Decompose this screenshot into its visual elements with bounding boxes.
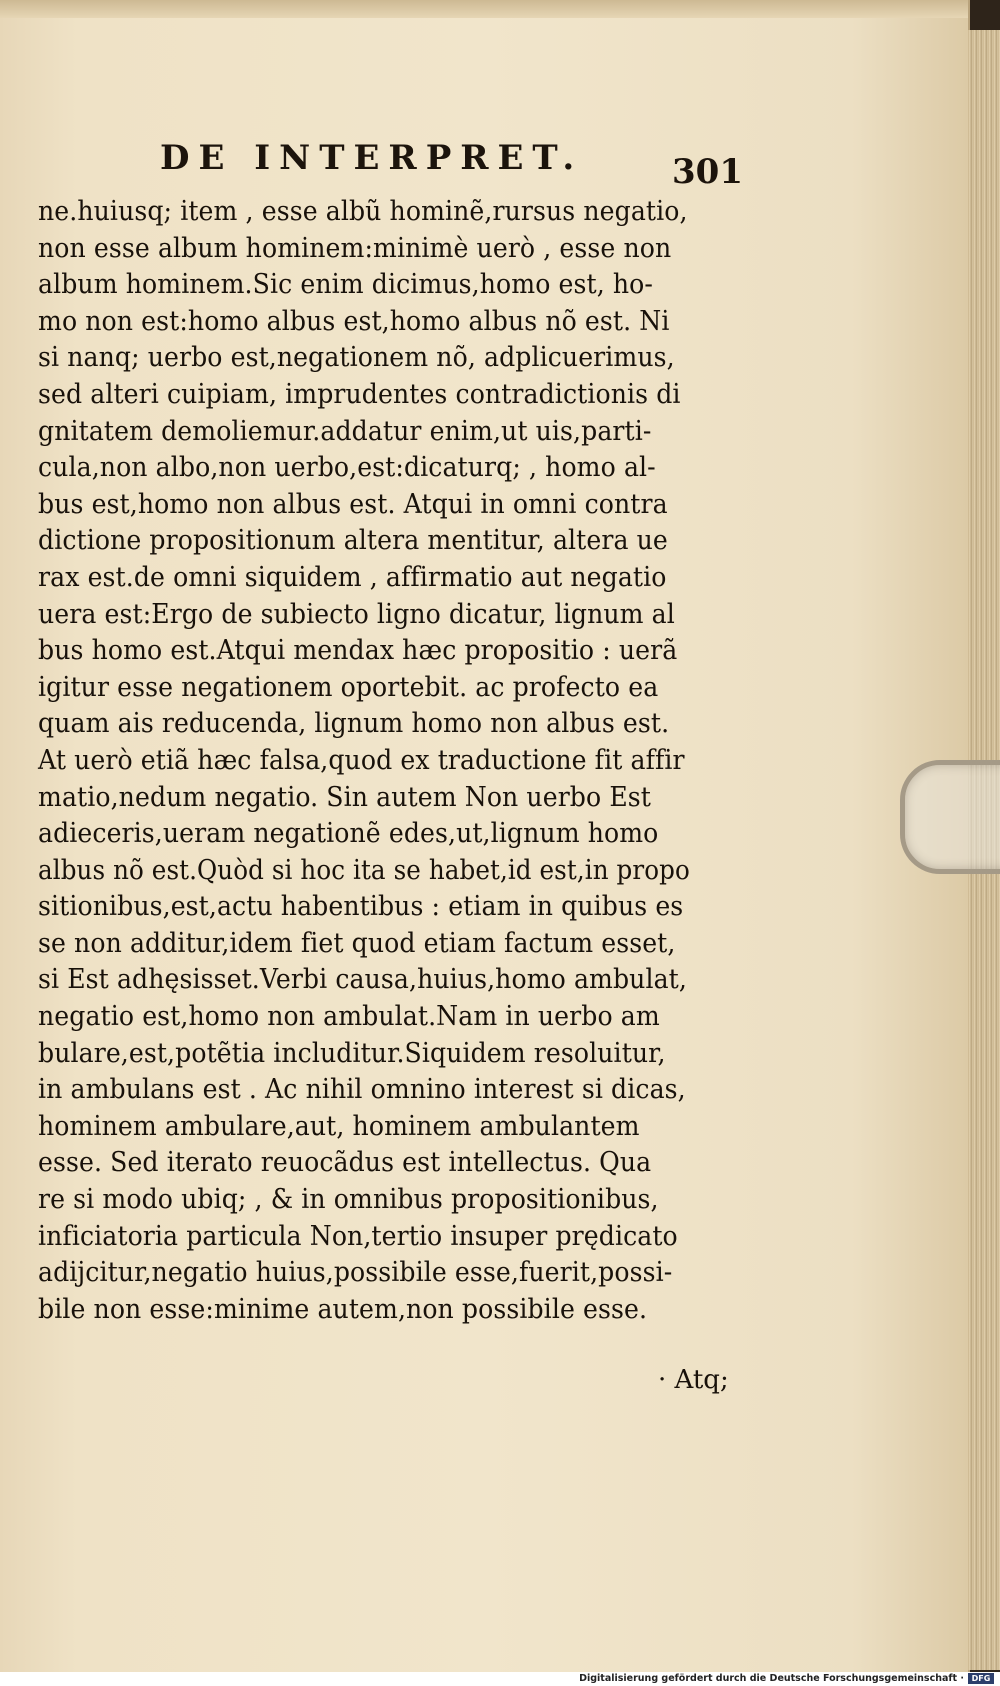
text-line: inficiatoria particula Non,tertio insuper prędicato <box>38 1220 678 1252</box>
text-line: mo non est:homo albus est,homo albus nõ est. Ni <box>38 305 670 337</box>
text-line: albus nõ est.Quòd si hoc ita se habet,id est,in propo <box>38 854 690 886</box>
text-line: negatio est,homo non ambulat.Nam in uerbo am <box>38 1001 660 1033</box>
dfg-logo-icon: DFG <box>968 1673 994 1684</box>
text-line: quam ais reducenda, lignum homo non albus est. <box>38 708 670 740</box>
text-line: esse. Sed iterato reuocãdus est intellectus. Qua <box>38 1147 652 1179</box>
text-line: hominem ambulare,aut, hominem ambulantem <box>38 1110 640 1142</box>
text-line: uera est:Ergo de subiecto ligno dicatur, lignum al <box>38 598 675 630</box>
text-line: ne.huiusq; item , esse albũ hominẽ,rursus negatio, <box>38 196 688 227</box>
text-line: igitur esse negationem oportebit. ac profecto ea <box>38 671 659 703</box>
text-line: rax est.de omni siquidem , affirmatio aut negatio <box>38 561 667 593</box>
text-line: gnitatem demoliemur.addatur enim,ut uis,parti- <box>38 415 652 447</box>
text-line: re si modo ubiq; , & in omnibus propositionibus, <box>38 1184 659 1216</box>
text-line: At uerò etiã hæc falsa,quod ex traductione fit affir <box>38 744 685 776</box>
text-line: bulare,est,potẽtia includitur.Siquidem resoluitur, <box>38 1037 666 1069</box>
catchword: · Atq; <box>658 1365 729 1395</box>
body-text <box>38 194 738 1328</box>
text-line: adieceris,ueram negationẽ edes,ut,lignum homo <box>38 818 659 850</box>
funding-credit: Digitalisierung gefördert durch die Deutsche Forschungsgemeinschaft · <box>579 1673 964 1684</box>
text-line: non esse album hominem:minimè uerò , esse non <box>38 232 672 264</box>
text-line: album hominem.Sic enim dicimus,homo est, ho- <box>38 269 653 301</box>
text-line: bus homo est.Atqui mendax hæc propositio : uerã <box>38 635 678 667</box>
text-line: sed alteri cuipiam, imprudentes contradictionis di <box>38 378 681 410</box>
text-line: cula,non albo,non uerbo,est:dicaturq; , homo al- <box>38 452 656 484</box>
text-line: bus est,homo non albus est. Atqui in omni contra <box>38 488 668 520</box>
text-line: bile non esse:minime autem,non possibile esse. <box>38 1293 648 1325</box>
text-line: matio,nedum negatio. Sin autem Non uerbo Est <box>38 781 651 813</box>
text-line: adijcitur,negatio huius,possibile esse,fuerit,possi- <box>38 1257 673 1289</box>
page-clip <box>900 760 1000 874</box>
text-line: in ambulans est . Ac nihil omnino interest si dicas, <box>38 1074 686 1106</box>
text-line: si Est adhęsisset.Verbi causa,huius,homo ambulat, <box>38 964 687 996</box>
text-line: si nanq; uerbo est,negationem nõ, adplicuerimus, <box>38 342 675 374</box>
text-line: dictione propositionum altera mentitur, altera ue <box>38 525 668 557</box>
text-line: sitionibus,est,actu habentibus : etiam in quibus es <box>38 891 684 923</box>
text-line: se non additur,idem fiet quod etiam factum esset, <box>38 927 676 959</box>
page-number: 301 <box>672 152 743 192</box>
previous-page-edge <box>0 0 968 18</box>
running-title: DE INTERPRET. <box>160 138 584 178</box>
